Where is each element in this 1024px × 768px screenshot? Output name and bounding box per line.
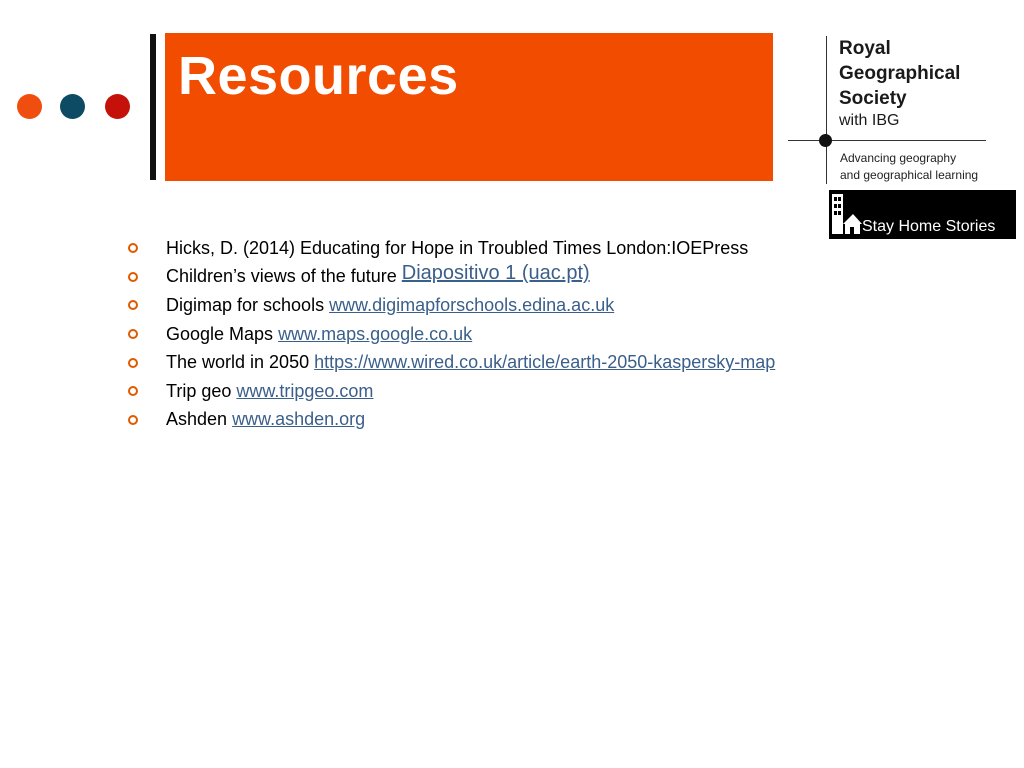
list-item	[128, 263, 888, 292]
building-house-icon	[831, 192, 863, 237]
resource-list	[128, 234, 888, 434]
bullet-icon	[128, 358, 138, 368]
title-banner	[165, 33, 773, 181]
logo-horizontal-line	[788, 140, 986, 141]
list-item	[128, 348, 888, 377]
slide-title: Resources	[178, 46, 459, 106]
resource-text: Ashden	[166, 409, 228, 430]
resource-link[interactable]: www.digimapforschools.edina.ac.uk	[329, 294, 615, 315]
logo-tagline	[840, 150, 978, 184]
decorative-dots	[17, 94, 132, 120]
logo-vertical-line	[826, 36, 827, 184]
resource-link[interactable]: https://www.wired.co.uk/article/earth-2050-kaspersky-map	[314, 352, 776, 373]
logo-dot	[819, 134, 832, 147]
bullet-icon	[128, 300, 138, 310]
logo-tagline-line: Advancing geography	[840, 151, 957, 165]
list-item	[128, 320, 888, 349]
list-item	[128, 377, 888, 406]
logo-name-line: Geographical	[839, 63, 961, 84]
resource-text: Digimap for schools	[166, 294, 325, 315]
logo-name-line: Royal	[839, 38, 891, 59]
resource-link[interactable]: www.maps.google.co.uk	[278, 323, 473, 344]
bullet-icon	[128, 243, 138, 253]
logo-name	[839, 36, 960, 111]
orange-dot	[17, 94, 42, 119]
resource-text: The world in 2050	[166, 352, 310, 373]
resource-text: Google Maps	[166, 323, 274, 344]
rgs-logo	[786, 36, 996, 186]
red-dot	[105, 94, 130, 119]
resource-link[interactable]: www.tripgeo.com	[236, 380, 374, 401]
stay-home-stories-badge	[829, 190, 1016, 239]
bullet-icon	[128, 386, 138, 396]
list-item	[128, 291, 888, 320]
list-item	[128, 234, 888, 263]
bullet-icon	[128, 415, 138, 425]
logo-tagline-line: and geographical learning	[840, 168, 979, 182]
list-item	[128, 406, 888, 435]
teal-dot	[60, 94, 85, 119]
bullet-icon	[128, 329, 138, 339]
bullet-icon	[128, 272, 138, 282]
resource-text: Trip geo	[166, 380, 232, 401]
resource-link[interactable]: www.ashden.org	[232, 409, 366, 430]
title-divider-bar	[150, 34, 156, 180]
resource-text: Children’s views of the future	[166, 266, 397, 287]
resource-text: Hicks, D. (2014) Educating for Hope in Troubled Times London:IOEPress	[166, 237, 749, 258]
resource-link[interactable]: Diapositivo 1 (uac.pt)	[401, 262, 590, 285]
badge-label: Stay Home Stories	[862, 218, 996, 235]
logo-with-ibg: with IBG	[839, 112, 900, 129]
logo-name-line: Society	[839, 88, 907, 109]
